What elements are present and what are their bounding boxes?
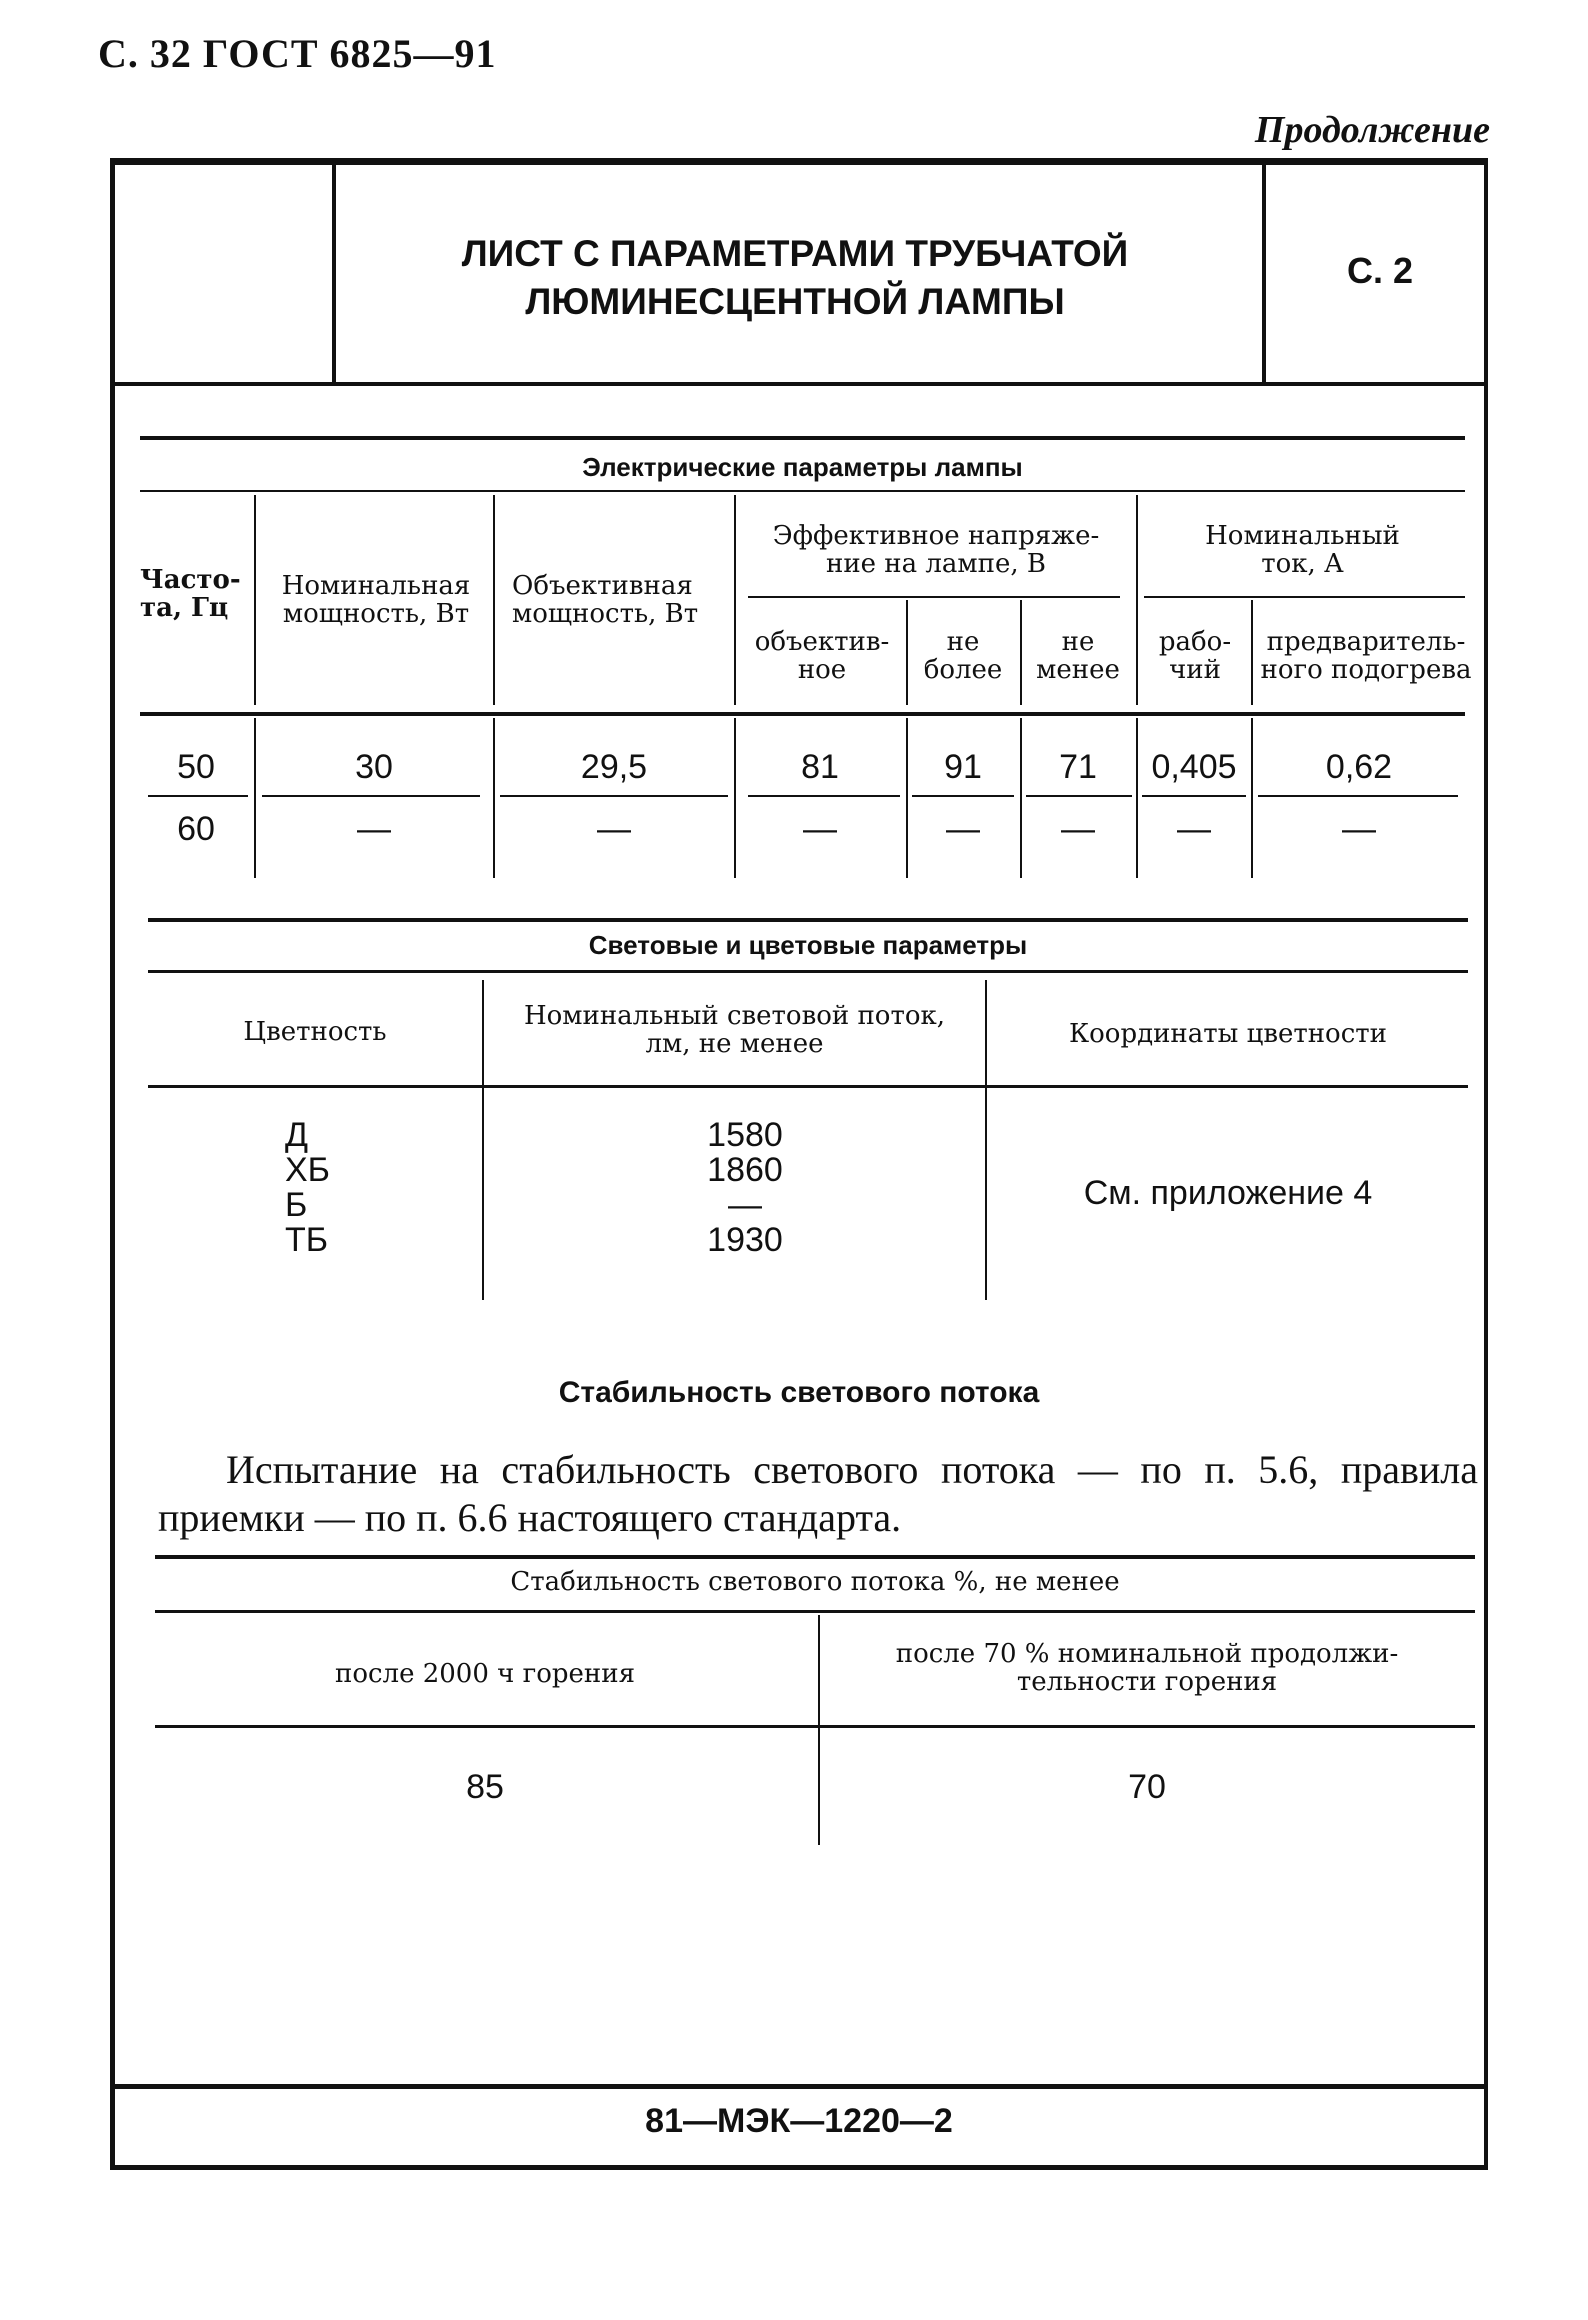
- col-objective-power: Объективная мощность, Вт: [512, 571, 699, 629]
- light-top-rule: [148, 918, 1468, 922]
- col-after-70pct: после 70 % номинальной продолжи- тельности горения: [895, 1639, 1399, 1697]
- col-luminous-flux: Номинальный световой поток, лм, не менее: [523, 1001, 946, 1059]
- cell: —: [1177, 810, 1211, 848]
- row-underline: [148, 795, 248, 797]
- elec-top-rule: [140, 436, 1465, 440]
- elec-body-vline-1: [254, 718, 256, 878]
- color-coordinates-ref: См. приложение 4: [1083, 1174, 1373, 1212]
- elec-header-rule: [140, 712, 1465, 716]
- elec-vline-3: [734, 495, 736, 705]
- col-after-2000h: после 2000 ч горения: [335, 1659, 635, 1689]
- row-underline: [262, 795, 480, 797]
- cell: 60: [177, 810, 215, 848]
- col-color-coordinates: Координаты цветности: [1069, 1019, 1387, 1049]
- row-underline: [1142, 795, 1246, 797]
- col-current-preheat: предваритель- ного подогрева: [1260, 627, 1472, 685]
- luminous-flux-list: 1580 1860 — 1930: [707, 1116, 783, 1259]
- cell: 30: [355, 748, 393, 786]
- light-vline-1: [482, 980, 484, 1300]
- sheet-title: [330, 230, 1260, 326]
- cell: —: [946, 810, 980, 848]
- cell: 71: [1059, 748, 1097, 786]
- col-nominal-power: Номинальная мощность, Вт: [281, 571, 471, 629]
- col-voltage-min: не менее: [1036, 627, 1120, 685]
- footer-sheet-code: 81—МЭК—1220—2: [645, 2102, 953, 2140]
- elec-body-vline-2: [493, 718, 495, 878]
- stability-top-rule: [155, 1555, 1475, 1559]
- row-underline: [1026, 795, 1132, 797]
- cell: —: [357, 810, 391, 848]
- col-frequency: Часто- та, Гц: [140, 565, 241, 623]
- stability-caption-rule: [155, 1610, 1475, 1613]
- cell: —: [1061, 810, 1095, 848]
- footer-rule: [110, 2084, 1488, 2089]
- elec-body-vline-5: [1020, 718, 1022, 878]
- light-caption: Световые и цветовые параметры: [588, 930, 1028, 960]
- elec-vline-4: [1136, 495, 1138, 705]
- chromaticity-list: Д ХБ Б ТБ: [285, 1116, 330, 1259]
- stability-paragraph: Испытание на стабильность светового потока — по п. 5.6, правила приемки — по п. 6.6 настоящего стандарта.: [158, 1447, 1478, 1540]
- col-lamp-voltage: Эффективное напряже- ние на лампе, В: [772, 521, 1100, 579]
- value-after-2000h: 85: [466, 1768, 504, 1806]
- cell: 0,62: [1325, 748, 1393, 786]
- elec-body-vline-4: [906, 718, 908, 878]
- col-voltage-max: не более: [923, 627, 1003, 685]
- stability-heading: Стабильность светового потока: [558, 1376, 1040, 1409]
- cell: 50: [177, 748, 215, 786]
- elec-body-vline-7: [1251, 718, 1253, 878]
- cell: —: [597, 810, 631, 848]
- elec-body-vline-3: [734, 718, 736, 878]
- row-underline: [1258, 795, 1458, 797]
- col-current-working: рабо- чий: [1158, 627, 1232, 685]
- stability-caption: Стабильность светового потока %, не менее: [510, 1567, 1120, 1597]
- light-vline-2: [985, 980, 987, 1300]
- elec-caption: Электрические параметры лампы: [582, 452, 1023, 482]
- elec-body-vline-6: [1136, 718, 1138, 878]
- cell: 91: [944, 748, 982, 786]
- cell: 29,5: [580, 748, 648, 786]
- page-header-left: С. 32 ГОСТ 6825—91: [98, 31, 497, 76]
- cell: 0,405: [1151, 748, 1237, 786]
- row-underline: [500, 795, 728, 797]
- row-underline: [748, 795, 900, 797]
- stability-vline: [818, 1615, 820, 1845]
- cell: 81: [801, 748, 839, 786]
- col-nominal-current: Номинальный ток, А: [1205, 521, 1400, 579]
- cell: —: [803, 810, 837, 848]
- sheet-title-line1: ЛИСТ С ПАРАМЕТРАМИ ТРУБЧАТОЙ: [461, 233, 1129, 274]
- elec-vline-2: [493, 495, 495, 705]
- col-voltage-objective: объектив- ное: [754, 627, 890, 685]
- cell: —: [1342, 810, 1376, 848]
- elec-voltage-subrule: [748, 596, 1120, 598]
- elec-current-subrule: [1144, 596, 1465, 598]
- stability-header-rule: [155, 1725, 1475, 1728]
- elec-vline-7: [1251, 600, 1253, 705]
- sheet-title-line2: ЛЮМИНЕСЦЕНТНОЙ ЛАМПЫ: [525, 281, 1065, 322]
- col-chromaticity: Цветность: [243, 1017, 387, 1047]
- sheet-number: С. 2: [1346, 250, 1414, 291]
- elec-vline-1: [254, 495, 256, 705]
- title-divider-right: [1262, 158, 1266, 386]
- continuation-label: Продолжение: [1254, 109, 1490, 151]
- value-after-70pct: 70: [1128, 1768, 1166, 1806]
- elec-caption-rule: [140, 490, 1465, 492]
- light-caption-rule: [148, 970, 1468, 973]
- row-underline: [912, 795, 1014, 797]
- light-header-rule: [148, 1085, 1468, 1088]
